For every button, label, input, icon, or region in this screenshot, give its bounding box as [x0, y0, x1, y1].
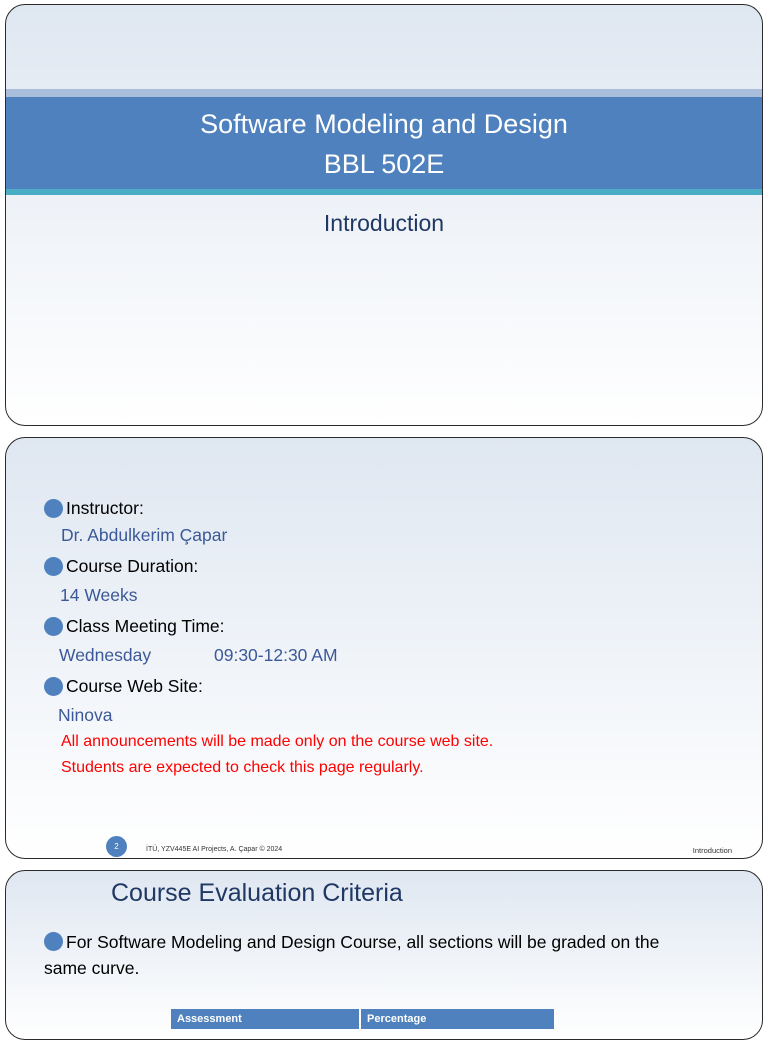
table-header-assessment: Assessment — [171, 1009, 361, 1029]
course-title: Software Modeling and Design — [200, 109, 568, 139]
bullet-icon — [44, 557, 63, 576]
slide-subtitle: Introduction — [323, 210, 445, 236]
duration-bullet — [44, 556, 198, 577]
title-band — [6, 97, 762, 189]
bullet-icon — [44, 677, 63, 696]
meeting-day: Wednesday — [59, 645, 152, 665]
info-slide — [5, 437, 763, 859]
meeting-label: Class Meeting Time: — [66, 616, 225, 636]
slide-title: Course Evaluation Criteria — [111, 879, 403, 907]
grading-bullet — [44, 929, 694, 981]
duration-value: 14 Weeks — [60, 585, 138, 605]
page-number: 2 — [106, 836, 127, 857]
table-header-percentage: Percentage — [361, 1009, 554, 1029]
website-bullet — [44, 676, 203, 697]
meeting-bullet — [44, 616, 225, 637]
instructor-label: Instructor: — [66, 498, 144, 518]
title-band-top-stripe — [6, 89, 762, 97]
title-slide — [5, 4, 763, 426]
duration-label: Course Duration: — [66, 556, 199, 576]
footer-right: Introduction — [692, 846, 732, 855]
instructor-value: Dr. Abdulkerim Çapar — [61, 525, 228, 545]
notice-line-2: Students are expected to check this page regularly. — [61, 759, 424, 776]
bullet-icon — [44, 932, 63, 951]
website-label: Course Web Site: — [66, 676, 203, 696]
evaluation-slide — [5, 870, 763, 1040]
footer-left: İTÜ, YZV445E AI Projects, A. Çapar © 2024 — [146, 846, 283, 853]
course-code: BBL 502E — [323, 149, 445, 179]
instructor-bullet — [44, 498, 144, 519]
bullet-icon — [44, 617, 63, 636]
grading-text: For Software Modeling and Design Course, all sections will be graded on the same curve. — [44, 932, 660, 978]
evaluation-table — [171, 1009, 554, 1029]
notice-line-1: All announcements will be made only on the course web site. — [61, 733, 494, 750]
bullet-icon — [44, 499, 63, 518]
meeting-time: 09:30-12:30 AM — [214, 645, 338, 665]
website-value: Ninova — [58, 705, 113, 725]
title-band-bottom-stripe — [6, 189, 762, 195]
